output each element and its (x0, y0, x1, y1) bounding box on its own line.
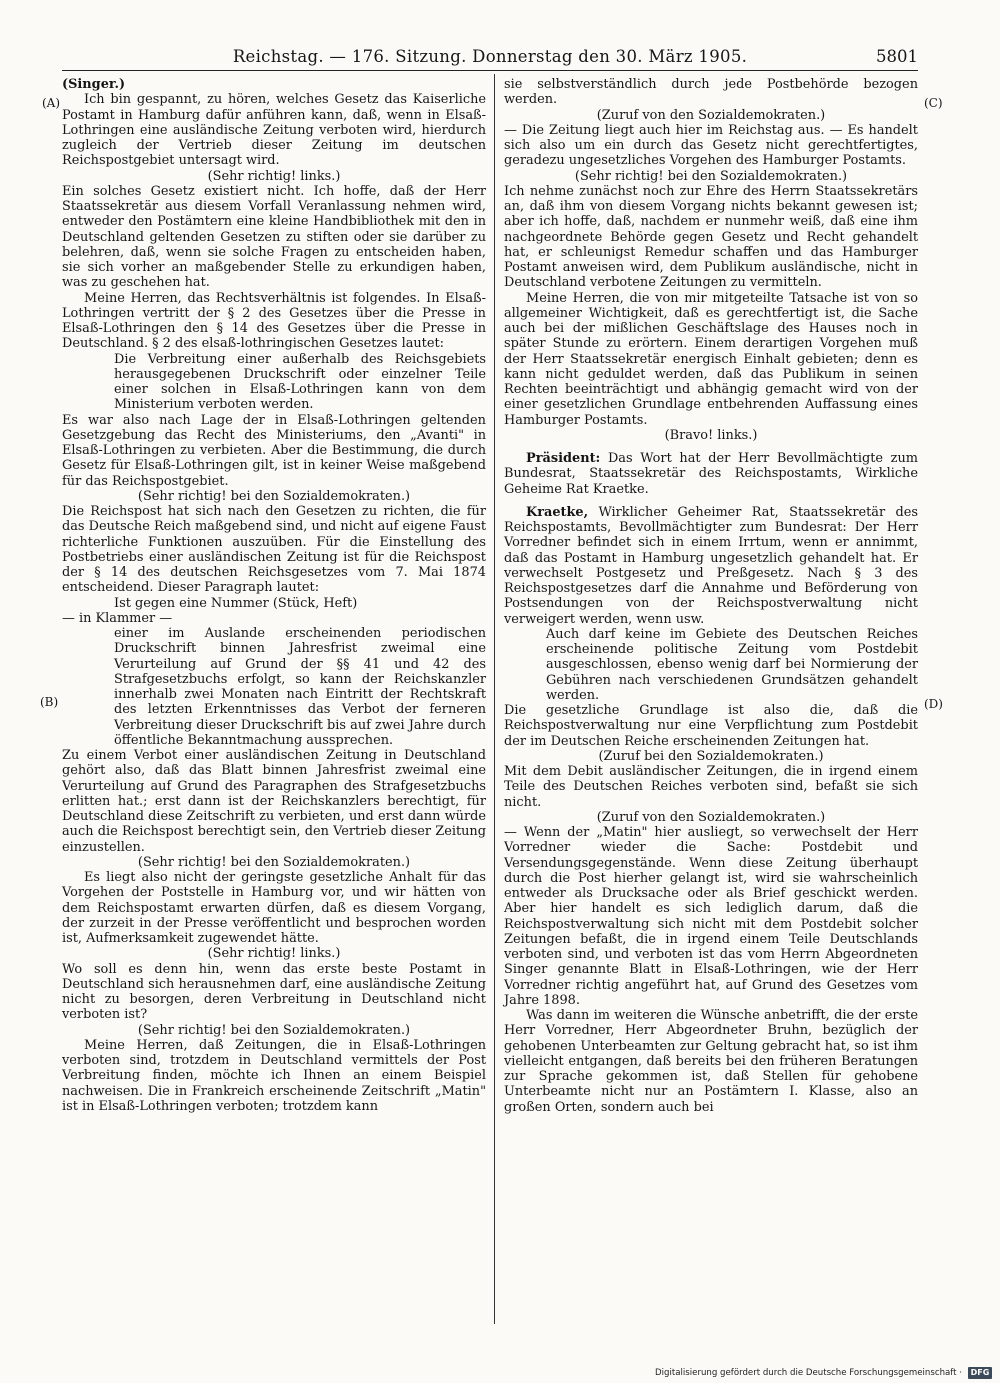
paragraph: Meine Herren, daß Zeitungen, die in Elsaß-Lothringen verboten sind, trotzdem in Deutschland vermittels der Post Verbreitung finden, möchte ich Ihnen an einem Beispiel nachweisen. Die in Frankreich erscheinende Zeitschrift „Matin" ist in Elsaß-Lothringen verboten; trotzdem kann (62, 1037, 486, 1114)
digitization-footer (608, 1367, 992, 1379)
interjection: (Sehr richtig! links.) (207, 946, 341, 962)
speaker-kraetke: Kraetke, (526, 504, 589, 520)
bracket-note: — in Klammer — (62, 610, 173, 626)
page-number: 5801 (876, 47, 918, 66)
right-column (504, 77, 918, 1115)
column-divider (494, 74, 495, 1324)
header-title: Reichstag. — 176. Sitzung. Donnerstag den 30. März 1905. (232, 47, 748, 66)
paragraph: Die gesetzliche Grundlage ist also die, daß die Reichspostverwaltung nur eine Verpflichtung zum Postdebit der im Deutschen Reiche erscheinenden Zeitungen hat. (504, 703, 918, 749)
footer-text: Digitalisierung gefördert durch die Deutsche Forschungsgemeinschaft · (655, 1368, 962, 1378)
paragraph: Die Reichspost hat sich nach den Gesetzen zu richten, die für das Deutsche Reich maßgebend sind, und nicht auf eigene Faust richterliche Funktionen auszuüben. Für die Einstellung des Postbetriebs einer ausländischen Zeitung ist für die Reichspost der § 14 des deutschen Reichsgesetzes vom 7. Mai 1874 entscheidend. Dieser Paragraph lautet: (62, 504, 486, 596)
paragraph: sie selbstverständlich durch jede Postbehörde bezogen werden. (504, 77, 918, 108)
paragraph: Wo soll es denn hin, wenn das erste beste Postamt in Deutschland sich herausnehmen darf, eine ausländische Zeitung nicht zu besorgen, deren Verbreitung in Deutschland nicht verboten ist? (62, 961, 486, 1023)
legal-quote-heading: Ist gegen eine Nummer (Stück, Heft) (114, 595, 358, 611)
paragraph: Ich nehme zunächst noch zur Ehre des Herrn Staatssekretärs an, daß ihm von diesem Vorgang nichts bekannt gewesen ist; aber ich hoffe, daß, nachdem er nunmehr weiß, daß eine ihm nachgeordnete Behörde gegen Gesetz und Recht gehandelt hat, er schleunigst Remedur schaffen und das Hamburger Postamt anweisen wird, dem Publikum ausländische, nicht in Deutschland verbotene Zeitungen zu vermitteln. (504, 183, 918, 291)
paragraph: — Wenn der „Matin" hier ausliegt, so verwechselt der Herr Vorredner wieder die Sache: Postdebit und Versendungsgegenstände. Wenn diese Zeitung überhaupt durch die Post hierher gelangt ist, wird sie wahrscheinlich entweder als Drucksache oder als Brief geschickt werden. Aber hier handelt es sich lediglich darum, daß die Reichspostverwaltung sich nicht mit dem Postdebit solcher Zeitungen befaßt, die in irgend einem Teile Deutschlands verboten sind, und verboten ist das vom Herrn Abgeordneten Singer genannte Blatt in Elsaß-Lothringen, wie der Herr Vorredner richtig angeführt hat, auf Grund des Gesetzes vom Jahre 1898. (504, 825, 918, 1008)
paragraph: Ich bin gespannt, zu hören, welches Gesetz das Kaiserliche Postamt in Hamburg dafür anführen kann, daß, wenn in Elsaß-Lothringen eine ausländische Zeitung verboten wird, hierdurch zugleich der Vertrieb dieser Zeitung im deutschen Reichspostgebiet untersagt wird. (62, 92, 486, 169)
legal-quote: Auch darf keine im Gebiete des Deutschen Reiches erscheinende politische Zeitung vom Postdebit ausgeschlossen, ebenso wenig darf bei Normierung der Gebühren nach verschiedenen Grundsätzen gehandelt werden. (546, 626, 918, 703)
paragraph: Es liegt also nicht der geringste gesetzliche Anhalt für das Vorgehen der Poststelle in Hamburg vor, und wir hätten von dem Reichspostamt erwarten dürfen, daß es diesem Vorgang, der zurzeit in der Presse veröffentlicht und besprochen worden ist, Aufmerksamkeit zugewendet hätte. (62, 870, 486, 946)
legal-quote: Die Verbreitung einer außerhalb des Reichsgebiets herausgegebenen Druckschrift oder einzelner Teile einer solchen in Elsaß-Lothringen kann von dem Ministerium verboten werden. (114, 351, 486, 413)
margin-marker-a: (A) (42, 96, 61, 110)
legal-quote: einer im Auslande erscheinenden periodischen Druckschrift binnen Jahresfrist zweimal eine Verurteilung auf Grund der §§ 41 und 42 des Strafgesetzbuchs erfolgt, so kann der Reichskanzler innerhalb zwei Monaten nach Eintritt der Rechtskraft des letzten Erkenntnisses das Verbot der ferneren Verbreitung dieser Druckschrift bis auf zwei Jahre durch öffentliche Bekanntmachung aussprechen. (114, 626, 486, 748)
speaker-president: Präsident: (526, 451, 601, 466)
paragraph: Ein solches Gesetz existiert nicht. Ich hoffe, daß der Herr Staatssekretär aus diesem Vorfall Veranlassung nehmen wird, entweder den Postämtern eine kleine Handbibliothek mit den in Deutschland geltenden Gesetzen zu stiften oder sie darüber zu belehren, daß, wenn sie solche Fragen zu entscheiden haben, sie sich vorher an maßgebender Stelle zu erkundigen haben, was zu geschehen hat. (62, 183, 486, 291)
margin-marker-c: (C) (924, 96, 943, 110)
president-text: Das Wort hat der Herr Bevollmächtigte zum Bundesrat, Staatssekretär des Reichspostamts, Wirkliche Geheime Rat Kraetke. (504, 451, 918, 497)
paragraph: Was dann im weiteren die Wünsche anbetrifft, die der erste Herr Vorredner, Herr Abgeordneter Bruhn, bezüglich der gehobenen Unterbeamten zur Geltung gebracht hat, so ist ihm vielleicht entgangen, daß bereits bei den früheren Beratungen zur Sprache gekommen ist, daß Stellen für gehobene Unterbeamte nicht nur an Postämtern I. Klasse, also an großen Orten, sondern auch bei (504, 1008, 918, 1115)
paragraph: Mit dem Debit ausländischer Zeitungen, die in irgend einem Teile des Deutschen Reiches verboten sind, befaßt sie sich nicht. (504, 764, 918, 810)
margin-marker-d: (D) (924, 697, 943, 711)
interjection: (Zuruf von den Sozialdemokraten.) (596, 809, 826, 825)
page-header (62, 46, 918, 71)
left-column (62, 77, 486, 1114)
margin-marker-b: (B) (40, 695, 59, 709)
interjection: (Sehr richtig! links.) (207, 168, 341, 184)
paragraph: Meine Herren, die von mir mitgeteilte Tatsache ist von so allgemeiner Wichtigkeit, daß es gerechtfertigt ist, die Sache auch bei der mißlichen Geschäftslage des Hauses noch in später Stunde zu erörtern. Einem derartigen Vorgehen muß der Herr Staatssekretär energisch Einhalt gebieten; denn es kann nicht geduldet werden, daß das Publikum in seinen Rechten beeinträchtigt und abhängig gemacht wird von der einer gesetzlichen Grundlage entbehrenden Auffassung eines Hamburger Postamts. (504, 290, 918, 428)
paragraph: Meine Herren, das Rechtsverhältnis ist folgendes. In Elsaß-Lothringen vertritt der § 2 des Gesetzes über die Presse in Elsaß-Lothringen den § 14 des Gesetzes über die Presse in Deutschland. § 2 des elsaß-lothringischen Gesetzes lautet: (62, 290, 486, 352)
interjection: (Zuruf bei den Sozialdemokraten.) (598, 748, 824, 764)
president-paragraph (504, 451, 918, 497)
speaker-label: (Singer.) (62, 77, 126, 92)
interjection: (Sehr richtig! bei den Sozialdemokraten.) (574, 168, 848, 184)
dfg-logo: DFG (968, 1367, 992, 1379)
paragraph: Es war also nach Lage der in Elsaß-Lothringen geltenden Gesetzgebung das Recht des Ministeriums, den „Avanti" in Elsaß-Lothringen zu verbieten. Aber die Bestimmung, die durch Gesetz für Elsaß-Lothringen gilt, ist in keiner Weise maßgebend für das Reichspostgebiet. (62, 412, 486, 489)
interjection: (Sehr richtig! bei den Sozialdemokraten.) (137, 854, 411, 870)
interjection: (Sehr richtig! bei den Sozialdemokraten.) (137, 1022, 411, 1038)
kraetke-paragraph (504, 505, 918, 627)
paragraph: Zu einem Verbot einer ausländischen Zeitung in Deutschland gehört also, daß das Blatt binnen Jahresfrist zweimal eine Verurteilung auf Grund des Paragraphen des Strafgesetzbuchs erlitten hat.; erst dann ist der Reichskanzlers berechtigt, für Deutschland diese Zeitschrift zu verbieten, und erst dann würde auch die Reichspost berechtigt sein, den Vertrieb dieser Zeitung einzustellen. (62, 748, 486, 855)
kraetke-text: Wirklicher Geheimer Rat, Staatssekretär des Reichspostamts, Bevollmächtigter zum Bundesrat: Der Herr Vorredner befindet sich in einem Irrtum, wenn er annimmt, daß das Postamt in Hamburg ungesetzlich gehandelt hat. Er verwechselt Postgesetz und Preßgesetz. Nach § 3 des Reichspostgesetzes darf die Annahme und Beförderung von Postsendungen von der Reichspostverwaltung nicht verweigert werden, wenn usw. (504, 504, 918, 627)
interjection: (Sehr richtig! bei den Sozialdemokraten.) (137, 488, 411, 504)
paragraph: — Die Zeitung liegt auch hier im Reichstag aus. — Es handelt sich also um ein durch das Gesetz nicht gerechtfertigtes, geradezu ungesetzliches Vorgehen des Hamburger Postamts. (504, 122, 918, 169)
interjection: (Bravo! links.) (664, 427, 758, 443)
interjection: (Zuruf von den Sozialdemokraten.) (596, 107, 826, 123)
